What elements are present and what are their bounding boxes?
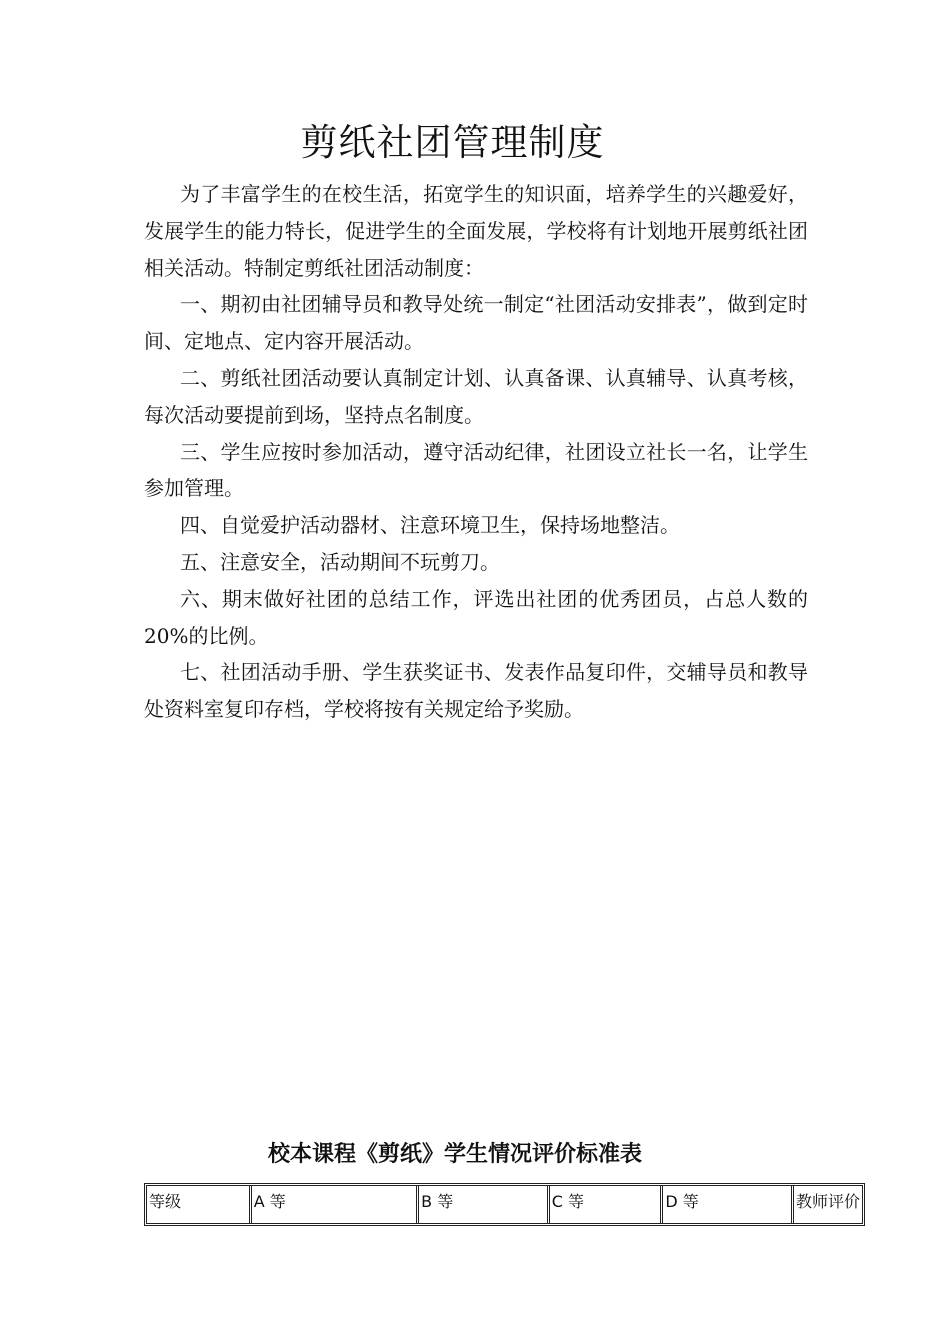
header-cell-teacher-evaluation: 教师评价 — [791, 1186, 862, 1223]
header-cell-c: C 等 — [547, 1186, 661, 1223]
rule-paragraph-1: 一、期初由社团辅导员和教导处统一制定“社团活动安排表”，做到定时间、定地点、定内容开展活动。 — [144, 292, 808, 354]
evaluation-table-title: 校本课程《剪纸》学生情况评价标准表 — [267, 1142, 642, 1167]
header-cell-a: A 等 — [249, 1186, 416, 1223]
document-title: 剪纸社团管理制度 — [300, 121, 605, 164]
header-cell-grade: 等级 — [149, 1192, 182, 1211]
rule-paragraph-2: 二、剪纸社团活动要认真制定计划、认真备课、认真辅导、认真考核，每次活动要提前到场，坚持点名制度。 — [144, 365, 808, 427]
header-cell-d: D 等 — [660, 1186, 791, 1223]
rule-paragraph-5: 五、注意安全，活动期间不玩剪刀。 — [180, 549, 500, 574]
rule-paragraph-4: 四、自觉爱护活动器材、注意环境卫生，保持场地整洁。 — [180, 513, 680, 538]
header-cell-b: B 等 — [416, 1186, 547, 1223]
evaluation-table — [144, 1183, 865, 1226]
table-header-row — [147, 1186, 862, 1223]
document-body — [144, 176, 808, 728]
rule-paragraph-7: 七、社团活动手册、学生获奖证书、发表作品复印件，交辅导员和教导处资料室复印存档，学校将按有关规定给予奖励。 — [144, 660, 808, 722]
rule-paragraph-3: 三、学生应按时参加活动，遵守活动纪律，社团设立社长一名，让学生参加管理。 — [144, 439, 808, 501]
rule-paragraph-6: 六、期末做好社团的总结工作，评选出社团的优秀团员，占总人数的20%的比例。 — [144, 586, 808, 648]
intro-paragraph: 为了丰富学生的在校生活，拓宽学生的知识面，培养学生的兴趣爱好，发展学生的能力特长，促进学生的全面发展，学校将有计划地开展剪纸社团相关活动。特制定剪纸社团活动制度： — [144, 182, 808, 280]
